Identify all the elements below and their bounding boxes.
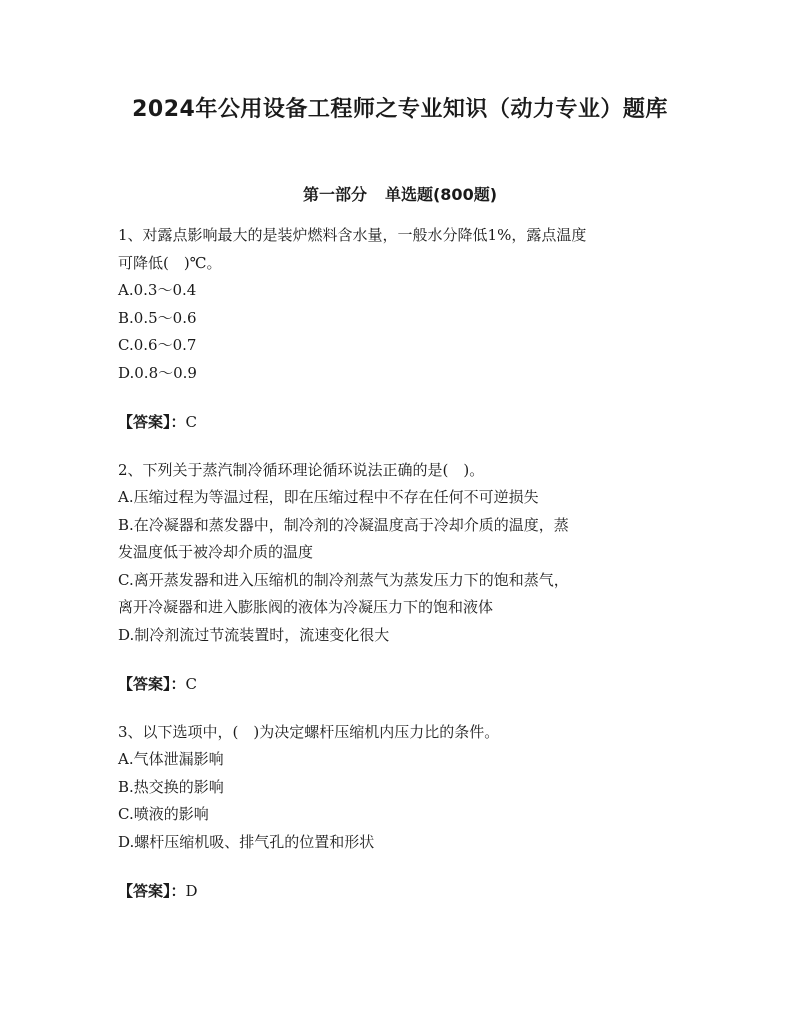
document-title: 2024年公用设备工程师之专业知识（动力专业）题库 <box>132 97 668 122</box>
question-3-option-b: B.热交换的影响 <box>118 777 224 796</box>
answer-label: 【答案】： <box>118 882 186 900</box>
answer-value: C <box>185 413 197 431</box>
question-3-option-d: D.螺杆压缩机吸、排气孔的位置和形状 <box>118 832 375 851</box>
question-3 <box>118 719 698 857</box>
question-3-answer <box>118 878 698 906</box>
answer-label: 【答案】： <box>118 413 186 431</box>
section-part: 第一部分 <box>302 185 367 204</box>
question-3-option-c: C.喷液的影响 <box>118 805 209 823</box>
question-1-line-2: 可降低( )℃。 <box>118 253 222 272</box>
question-1-option-d: D.0.8～0.9 <box>118 363 197 382</box>
question-3-line-1: 3、以下选项中，( )为决定螺杆压缩机内压力比的条件。 <box>118 722 500 741</box>
question-2-option-b-cont: 发温度低于被冷却介质的温度 <box>118 543 314 561</box>
section-name: 单选题(800题) <box>384 185 498 204</box>
question-2-line-1: 2、下列关于蒸汽制冷循环理论循环说法正确的是( )。 <box>118 460 485 479</box>
question-2 <box>118 457 698 650</box>
question-1-answer <box>118 409 698 437</box>
question-1 <box>118 222 698 387</box>
question-3-option-a: A.气体泄漏影响 <box>118 750 224 768</box>
section-heading <box>0 182 800 208</box>
question-1-option-a: A.0.3～0.4 <box>118 281 197 299</box>
question-1-option-c: C.0.6～0.7 <box>118 336 197 354</box>
question-2-option-c-cont: 离开冷凝器和进入膨胀阀的液体为冷凝压力下的饱和液体 <box>118 598 494 616</box>
question-1-line-1: 1、对露点影响最大的是装炉燃料含水量，一般水分降低1%，露点温度 <box>118 226 587 244</box>
question-2-option-b: B.在冷凝器和蒸发器中，制冷剂的冷凝温度高于冷却介质的温度，蒸 <box>118 515 569 534</box>
question-2-option-d: D.制冷剂流过节流装置时，流速变化很大 <box>118 625 390 644</box>
answer-value: D <box>185 882 198 900</box>
question-2-answer <box>118 671 698 699</box>
question-list <box>118 222 698 926</box>
question-2-option-c: C.离开蒸发器和进入压缩机的制冷剂蒸气为蒸发压力下的饱和蒸气， <box>118 570 569 589</box>
question-2-option-a: A.压缩过程为等温过程，即在压缩过程中不存在任何不可逆损失 <box>118 488 539 506</box>
answer-label: 【答案】： <box>118 675 186 693</box>
answer-value: C <box>185 675 197 693</box>
question-1-option-b: B.0.5～0.6 <box>118 308 197 327</box>
